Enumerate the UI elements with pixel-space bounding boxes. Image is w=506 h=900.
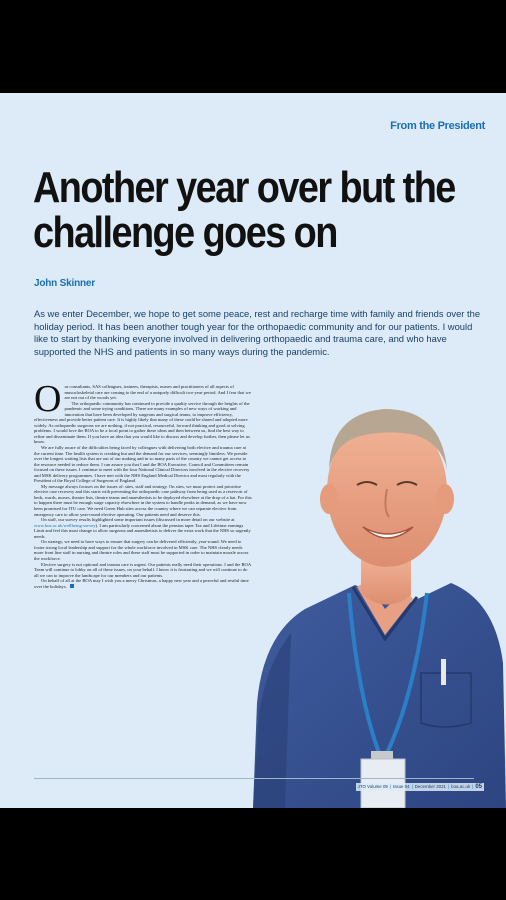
footer-issue: Issue 04 bbox=[392, 784, 410, 789]
page-footer: JTO Volume 09 | Issue 04 | December 2021 | boa.ac.uk | 05 bbox=[357, 784, 482, 790]
headline bbox=[33, 163, 455, 257]
footer-volume: JTO Volume 09 bbox=[357, 784, 388, 789]
wellbeing-survey-link[interactable]: www.boa.ac.uk/wellbeing-survey bbox=[34, 522, 96, 528]
intro-paragraph: As we enter December, we hope to get some peace, rest and recharge time with family and friends over the holiday period. It has been another tough year for the orthopaedic community and for our patients. I would like to start by thanking everyone involved in delivering orthopaedic and trauma care, and who have supported the NHS and patients in so many ways during the pandemic. bbox=[34, 308, 481, 357]
footer-rule bbox=[34, 778, 474, 779]
section-label: From the President bbox=[390, 120, 485, 132]
paragraph-4: My message always focuses on the issues of: sites, staff and strategy. On sites, we must protect and prioritise elective care recovery and this starts with preventing the orthopaedic care pathway from being used as a reservoir of beds, wards, nurses, theatre lists, theatre teams and anaesthetists to be deployed elsewhere at the drop of a hat. For this to happen there must be enough surge capacity elsewhere in the system to handle peaks in demand, as we have now been promised for ITU care. We need Green Hub sites across the country where we can separate elective from emergency care to allow year-round elective operating. Our patients need and deserve this. bbox=[34, 483, 252, 517]
paragraph-1: Our consultants, SAS colleagues, trainees, therapists, nurses and practitioners of all aspects of musculoskeletal care are coming to the end of a uniquely difficult two-year period. And I fear that we are not out of the woods yet. bbox=[34, 378, 251, 420]
paragraph-7: Elective surgery is not optional and trauma care is urgent. Our patients really need their operations. I and the BOA Team will continue to lobby on all of these issues, on your behalf. I know it is frustrating and we will continue to do all we can to improve the landscape for our members and our patients. bbox=[34, 561, 251, 578]
headline-line-1: Another year over but the bbox=[33, 163, 455, 212]
paragraph-8: On behalf of all at the BOA may I wish you a merry Christmas, a happy new year and a peaceful and restful time over the holidays. bbox=[34, 578, 249, 589]
end-mark-icon bbox=[70, 584, 74, 588]
magazine-page bbox=[0, 93, 506, 808]
drop-cap: O bbox=[34, 378, 62, 420]
article-body bbox=[34, 378, 252, 589]
president-photo bbox=[245, 373, 506, 808]
paragraph-5: On staff, our survey results highlighted some important issues (discussed in more detail on our website at www.boa.ac.uk/wellbeing-survey). I am particularly concerned about the pension taper Tax and Lifetime earnings Limit and feel this must change to allow surgeons and anaesthetists to deliver the extra work that the NHS so urgently needs. bbox=[34, 517, 251, 539]
paragraph-2: The orthopaedic community has continued to provide a quality service through the heights of the pandemic and some trying conditions. There are many examples of new ways of working and innovation that have been developed by surgeons and surgical teams, to improve efficiency, effectiveness and provide better patient care. It is highly likely that many of these could be shared and adopted more widely. As orthopaedic surgeons we are nothing, if not practical, resourceful, forward thinking and good at solving problems. I would love the BOA to be a focal point to gather these ideas and then between us, find the best way to refine and disseminate them. If you have an idea that you would like to discuss and develop further, then please let us know. bbox=[34, 400, 250, 445]
author-name: John Skinner bbox=[34, 278, 95, 289]
paragraph-3: We are fully aware of the difficulties being faced by colleagues with delivering both elective and trauma care at the current time. The health system is creaking but and the demand for our services, seemingly limitless. We preside over the longest waiting lists that are out of our making and in so many parts of the country we cannot get access to the resource needed to reduce them. I can assure you that I and the BOA Executive, Council and Committees remain focused on these issues. I continue to meet with the four National Clinical Directors involved in the elective recovery and MSK delivery programmes. I have met with the NHS England Medical Director and most regularly with the President of the Royal College of Surgeons of England. bbox=[34, 445, 250, 484]
footer-journal: boa.ac.uk bbox=[451, 784, 471, 789]
footer-date: December 2021 bbox=[414, 784, 446, 789]
page-number: 05 bbox=[475, 784, 482, 790]
paragraph-6: On strategy, we need to have ways to ensure that surgery can be delivered efficiently, year-round. We need to foster strong local leadership and support for the whole workforce involved in MSK care. The NHS clearly needs more front line staff in nursing and theatre roles and these staff must be supported in order to maintain morale across the workforce. bbox=[34, 539, 249, 561]
headline-line-2: challenge goes on bbox=[33, 208, 337, 257]
